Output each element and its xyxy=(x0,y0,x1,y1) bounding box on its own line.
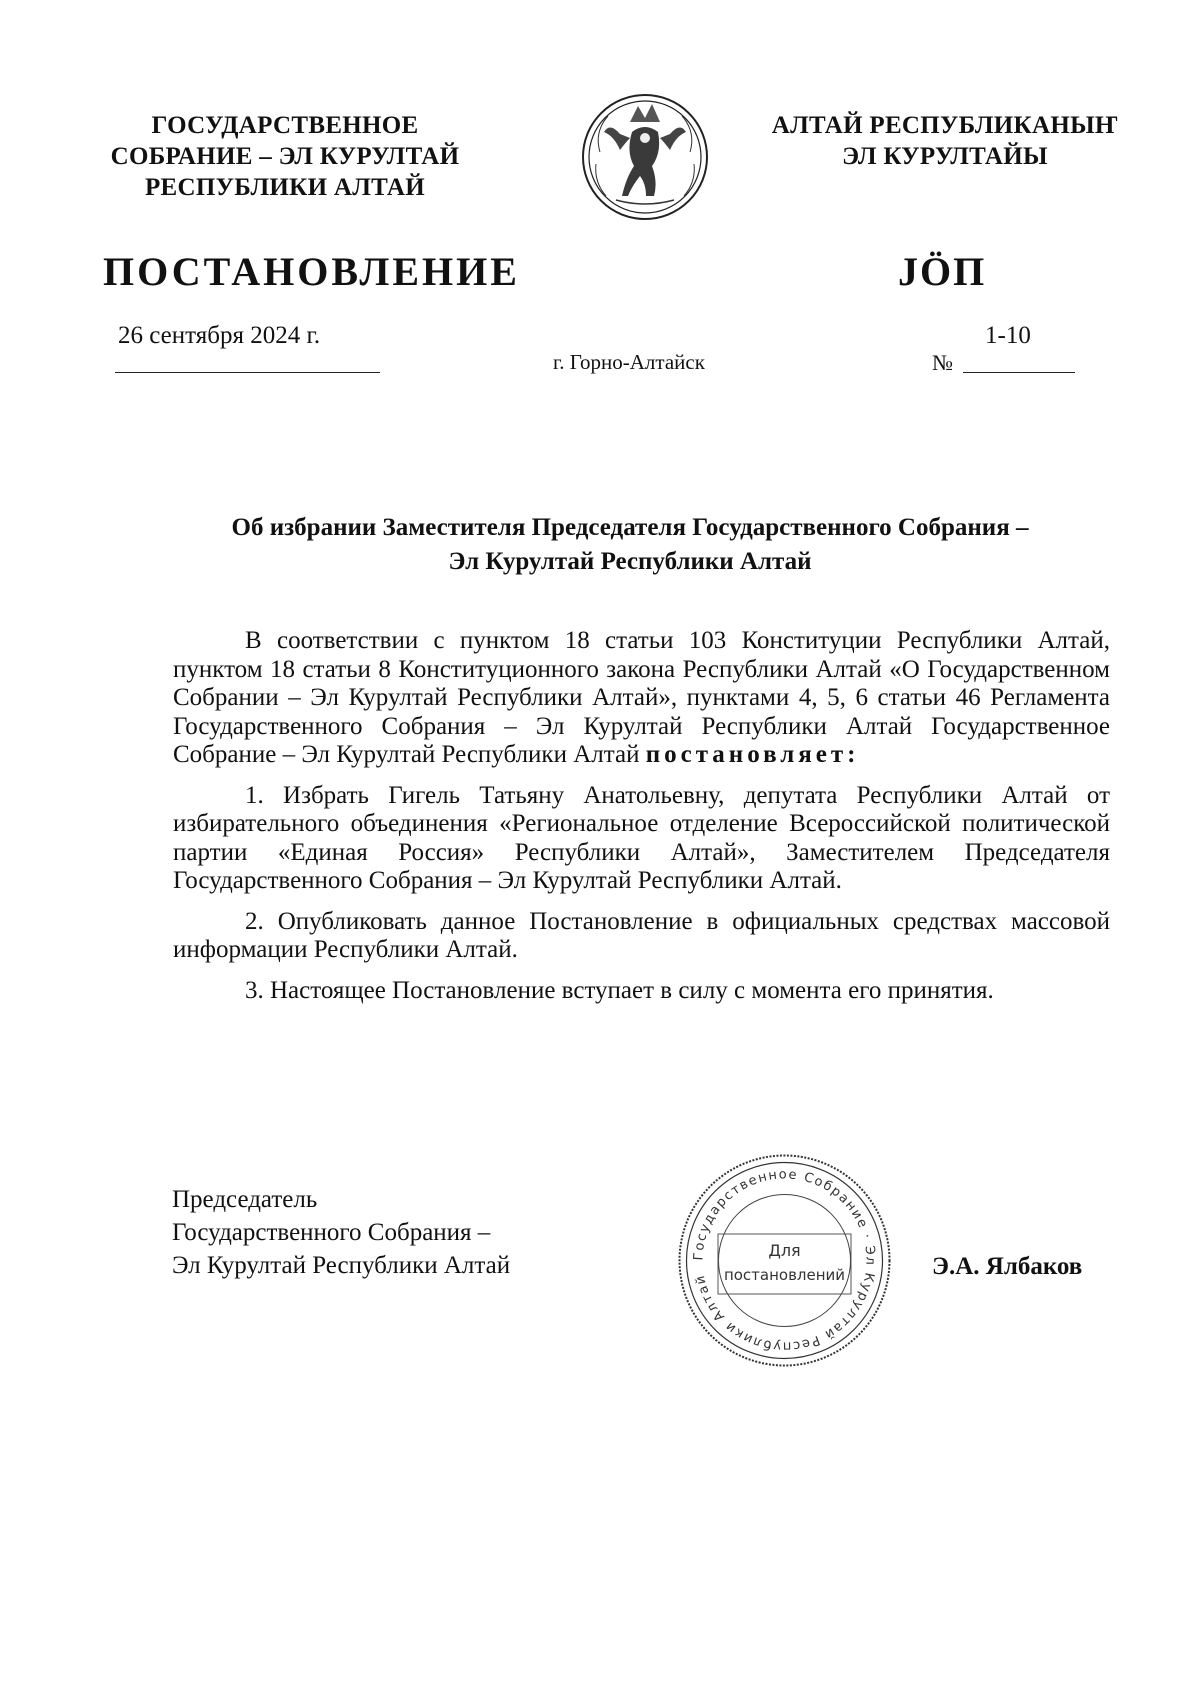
document-type-russian: ПОСТАНОВЛЕНИЕ xyxy=(103,249,520,294)
preamble-text: В соответствии с пунктом 18 статьи 103 Конституции Республики Алтай, пунктом 18 статьи 8 Конституционного закона Республики Алтай «О Государственном Собрании – Эл Курултай Республики Алтай», пунктами 4, 5, 6 статьи 46 Регламента Государственного Собрания – Эл Курултай Республики Алтай Государственное Собрание – Эл Курултай Республики Алтай xyxy=(173,627,1110,768)
stamp-ring-text: Государственное Собрание · Эл Курултай Республики Алтай xyxy=(691,1167,878,1354)
subject-line-1: Об избрании Заместителя Председателя Государственного Собрания – xyxy=(231,514,1029,541)
number-underline xyxy=(963,372,1075,373)
stamp-center-line-1: Для xyxy=(768,1241,801,1260)
signatory-title-line-1: Председатель xyxy=(172,1186,318,1213)
coat-of-arms-emblem xyxy=(580,92,710,222)
issuer-line-1: ГОСУДАРСТВЕННОЕ xyxy=(151,112,419,139)
subject-line-2: Эл Курултай Республики Алтай xyxy=(448,548,812,575)
official-stamp xyxy=(672,1148,897,1373)
resolution-item-3: 3. Настоящее Постановление вступает в силу с момента его принятия. xyxy=(245,976,994,1004)
document-date: 26 сентября 2024 г. xyxy=(118,322,321,349)
issuer-line-3: РЕСПУБЛИКИ АЛТАЙ xyxy=(144,174,425,201)
signatory-title xyxy=(172,1183,510,1282)
resolution-item-2: 2. Опубликовать данное Постановление в официальных средствах массовой информации Республики Алтай. xyxy=(173,907,1110,963)
issuer-line-2: СОБРАНИЕ – ЭЛ КУРУЛТАЙ xyxy=(110,143,460,170)
document-number: 1-10 xyxy=(985,322,1031,349)
resolution-item-1: 1. Избрать Гигель Татьяну Анатольевну, депутата Республики Алтай от избирательного объединения «Региональное отделение Всероссийской политической партии «Единая Россия» Республики Алтай», Заместителем Председателя Государственного Собрания – Эл Курултай Республики Алтай. xyxy=(173,781,1110,894)
number-sign: № xyxy=(932,350,953,375)
stamp-center-line-2: постановлений xyxy=(723,1266,846,1284)
svg-text:Государственное Собрание · Эл xyxy=(691,1167,877,1353)
signatory-name: Э.А. Ялбаков xyxy=(932,1253,1083,1280)
preamble-paragraph xyxy=(173,627,1110,770)
signatory-title-line-3: Эл Курултай Республики Алтай xyxy=(172,1252,511,1279)
document-body xyxy=(173,627,1110,1005)
document-subject xyxy=(150,511,1110,579)
issuer-name-altai xyxy=(745,110,1145,172)
resolves-word: постановляет: xyxy=(645,741,860,768)
document-type-altai: JÖП xyxy=(898,249,987,294)
document-city: г. Горно-Алтайск xyxy=(553,350,705,374)
date-underline xyxy=(115,372,380,373)
issuer-name-russian xyxy=(105,110,465,203)
signatory-title-line-2: Государственного Собрания – xyxy=(172,1219,491,1246)
issuer-altai-line-2: ЭЛ КУРУЛТАЙЫ xyxy=(842,143,1048,170)
issuer-altai-line-1: АЛТАЙ РЕСПУБЛИКАНЫҤ xyxy=(771,112,1119,139)
